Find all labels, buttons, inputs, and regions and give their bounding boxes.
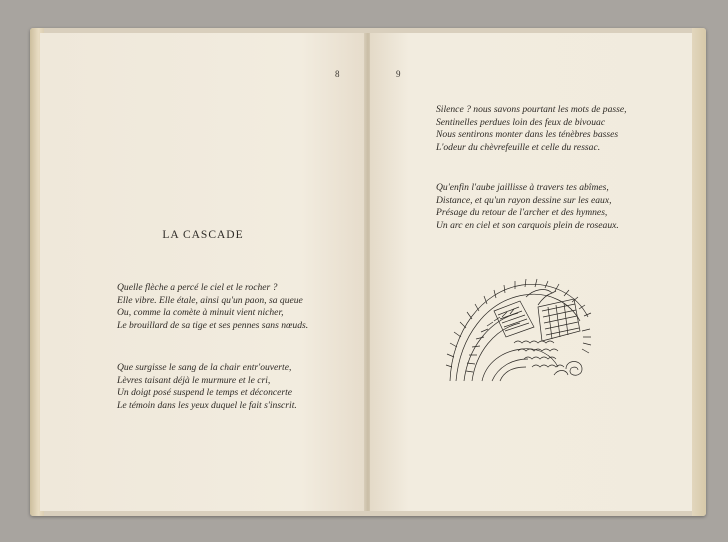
verse-line: Que surgisse le sang de la chair entr'ouverte,	[117, 362, 292, 373]
poem-title: LA CASCADE	[162, 229, 244, 241]
page-number-right: 9	[396, 69, 401, 79]
verse-line: Ou, comme la comète à minuit vient nicher,	[117, 307, 284, 318]
stanza-right-1	[436, 104, 627, 154]
verse-line: Elle vibre. Elle étale, ainsi qu'un paon, sa queue	[117, 294, 303, 306]
verse-line: Lèvres taisant déjà le murmure et le cri,	[117, 374, 271, 386]
verse-line: Présage du retour de l'archer et des hymnes,	[436, 207, 608, 218]
verse-line: Sentinelles perdues loin des feux de bivouac	[436, 116, 606, 128]
stanza-left-2	[117, 362, 297, 412]
verse-line: L'odeur du chèvrefeuille et celle du ressac.	[436, 141, 601, 153]
verse-line: Nous sentirons monter dans les ténèbres basses	[436, 129, 619, 140]
stanza-right-2	[436, 182, 619, 232]
verse-line: Silence ? nous savons pourtant les mots de passe,	[436, 104, 627, 115]
verse-line: Le témoin dans les yeux duquel le fait s'inscrit.	[117, 399, 297, 411]
verse-line: Un doigt posé suspend le temps et déconcerte	[117, 387, 293, 398]
verse-line: Qu'enfin l'aube jaillisse à travers tes abîmes,	[436, 182, 609, 193]
engraved-vignette-icon	[442, 271, 594, 383]
left-page	[40, 33, 366, 511]
verse-line: Un arc en ciel et son carquois plein de roseaux.	[436, 219, 619, 231]
stanza-left-1	[117, 282, 308, 332]
page-number-left: 8	[335, 69, 340, 79]
verse-line: Quelle flèche a percé le ciel et le rocher ?	[117, 282, 278, 293]
cover-edge-right	[692, 28, 706, 516]
verse-line: Distance, et qu'un rayon dessine sur les eaux,	[436, 194, 612, 206]
verse-line: Le brouillard de sa tige et ses pennes sans nœuds.	[117, 319, 309, 331]
right-page	[370, 33, 692, 511]
